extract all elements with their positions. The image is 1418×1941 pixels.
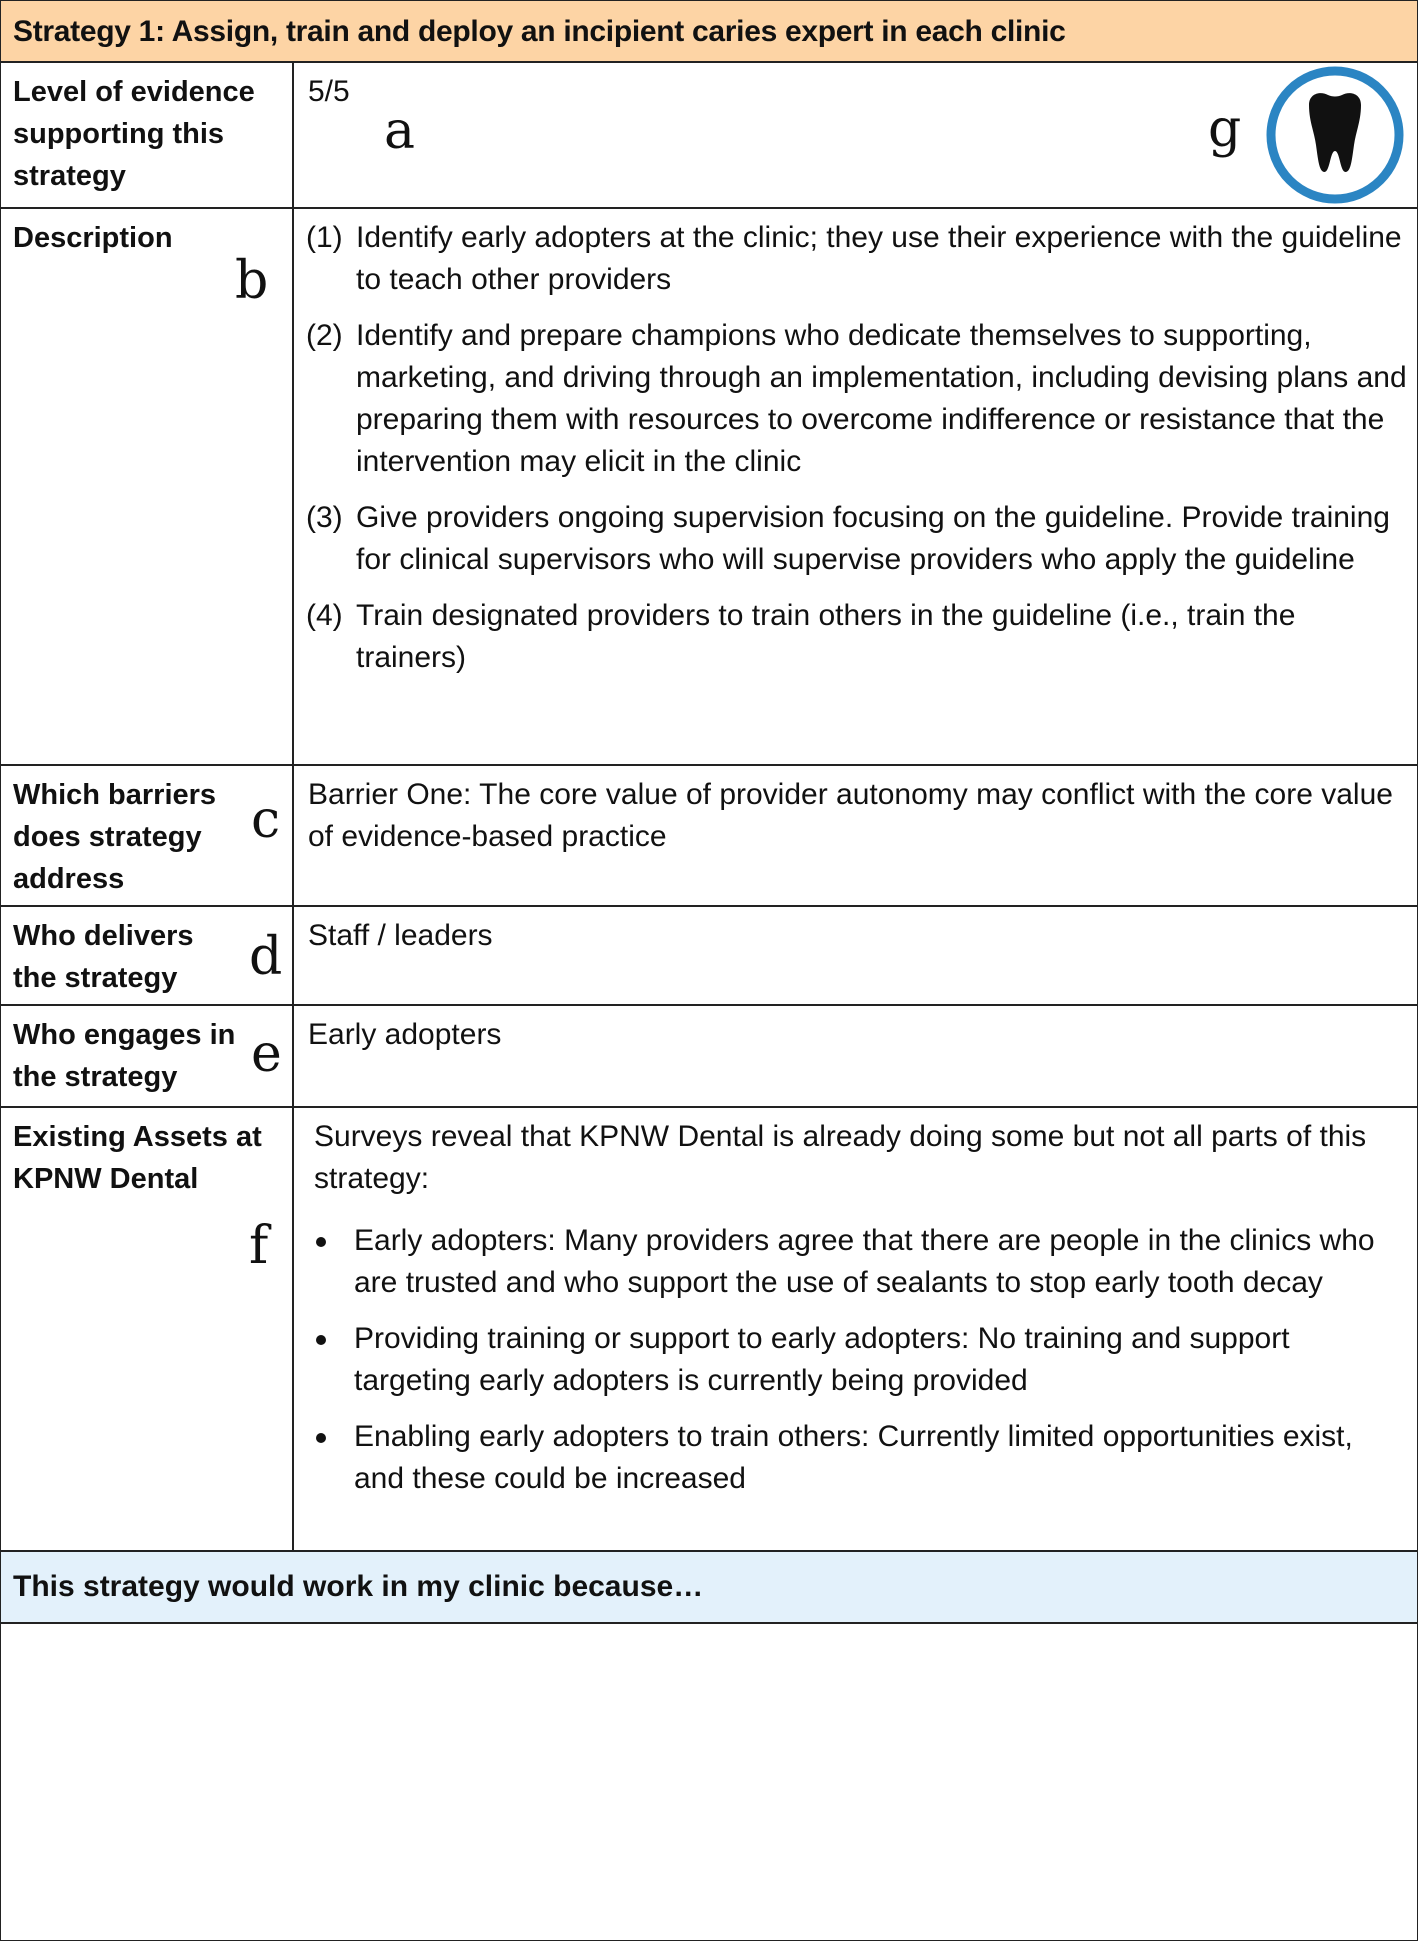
bullet-icon [316, 1237, 326, 1247]
evidence-row [1, 63, 1417, 209]
marker-d: d [249, 927, 283, 987]
item-text: Identify early adopters at the clinic; they use their experience with the guideline to teach other providers [356, 221, 1402, 296]
assets-list [314, 1220, 1407, 1514]
item-number: (1) [306, 221, 343, 254]
delivers-label: Who delivers the strategy [13, 920, 194, 994]
list-item [306, 315, 1407, 483]
assets-value-cell [296, 1108, 1417, 1550]
bullet-icon [316, 1433, 326, 1443]
description-label: Description [13, 222, 173, 254]
delivers-value-cell [296, 907, 1417, 1004]
item-number: (3) [306, 501, 343, 534]
barriers-value-cell [296, 766, 1417, 905]
list-item [314, 1318, 1407, 1402]
assets-row [1, 1108, 1417, 1552]
evidence-label: Level of evidence supporting this strategy [13, 76, 255, 192]
list-item [306, 497, 1407, 581]
item-text: Give providers ongoing supervision focusing on the guideline. Provide training for clinical supervisors who will supervise providers who apply the guideline [356, 501, 1390, 576]
description-row [1, 209, 1417, 766]
barriers-label-cell [1, 766, 294, 905]
title-bar [1, 1, 1417, 63]
strategy-title: Strategy 1: Assign, train and deploy an incipient caries expert in each clinic [13, 15, 1066, 48]
response-prompt: This strategy would work in my clinic because… [13, 1570, 704, 1603]
item-text: Providing training or support to early adopters: No training and support targeting early adopters is currently being provided [354, 1322, 1290, 1397]
engages-row [1, 1006, 1417, 1108]
list-item [306, 217, 1407, 301]
marker-b: b [235, 251, 269, 311]
tooth-icon [1265, 65, 1405, 205]
barriers-row [1, 766, 1417, 907]
description-label-cell [1, 209, 294, 764]
bullet-icon [316, 1335, 326, 1345]
list-item [306, 595, 1407, 679]
engages-label-cell [1, 1006, 294, 1106]
engages-value-cell [296, 1006, 1417, 1106]
list-item [314, 1416, 1407, 1500]
engages-label: Who engages in the strategy [13, 1019, 236, 1093]
barriers-label: Which barriers does strategy address [13, 779, 217, 895]
item-text: Early adopters: Many providers agree that there are people in the clinics who are trusted and who support the use of sealants to stop early tooth decay [354, 1224, 1375, 1299]
assets-label: Existing Assets at KPNW Dental [13, 1121, 262, 1195]
item-text: Train designated providers to train others in the guideline (i.e., train the trainers) [356, 599, 1296, 674]
marker-f: f [249, 1216, 269, 1276]
marker-g: g [1208, 99, 1242, 159]
response-header [1, 1552, 1417, 1624]
item-text: Enabling early adopters to train others: Currently limited opportunities exist, and these could be increased [354, 1420, 1353, 1495]
list-item [314, 1220, 1407, 1304]
evidence-label-cell [1, 63, 294, 207]
item-number: (4) [306, 599, 343, 632]
item-text: Identify and prepare champions who dedicate themselves to supporting, marketing, and driving through an implementation, including devising plans and preparing them with resources to overcome indifference or resistance that the intervention may elicit in the clinic [356, 319, 1407, 478]
delivers-label-cell [1, 907, 294, 1004]
evidence-value-cell [296, 63, 1417, 207]
marker-c: c [251, 790, 281, 850]
barriers-value: Barrier One: The core value of provider autonomy may conflict with the core value of evidence-based practice [308, 778, 1393, 853]
delivers-row [1, 907, 1417, 1006]
marker-a: a [384, 101, 416, 161]
description-value-cell [296, 209, 1417, 764]
delivers-value: Staff / leaders [308, 919, 493, 952]
response-area[interactable] [1, 1624, 1417, 1940]
marker-e: e [251, 1024, 282, 1084]
assets-label-cell [1, 1108, 294, 1550]
item-number: (2) [306, 319, 343, 352]
assets-intro: Surveys reveal that KPNW Dental is already doing some but not all parts of this strategy: [314, 1120, 1367, 1195]
description-list [306, 217, 1407, 693]
evidence-value: 5/5 [308, 75, 350, 108]
engages-value: Early adopters [308, 1018, 502, 1051]
